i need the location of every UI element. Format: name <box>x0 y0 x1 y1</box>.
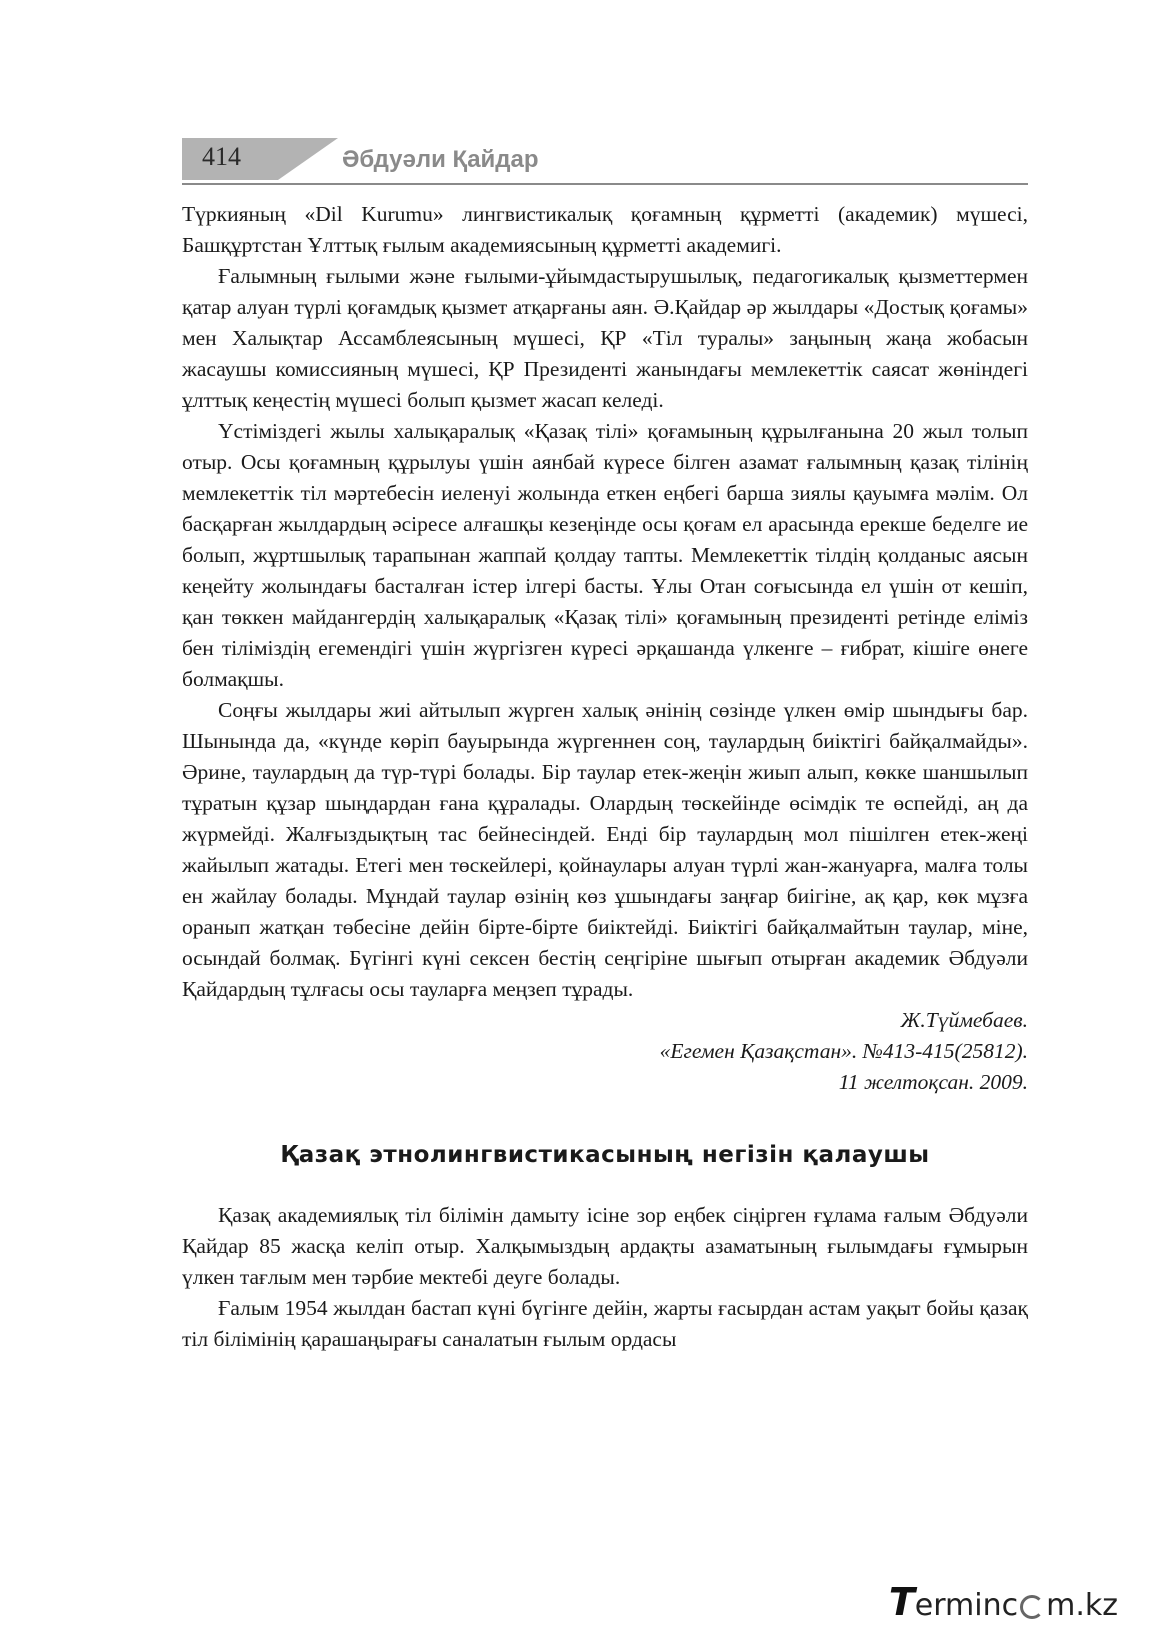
attribution <box>182 1005 1028 1098</box>
page-header <box>182 138 1028 190</box>
watermark-logo-letter: T <box>888 1580 915 1624</box>
paragraph: Түркияның «Dil Kurumu» лингвистикалық қоғамның құрметті (академик) мүшесі, Башқұртстан Ұлттық ғылым академиясының құрметті академигі. <box>182 202 1028 257</box>
page-number-tab-arrow <box>278 138 338 180</box>
watermark-logo-text: erminc <box>914 1588 1019 1623</box>
page-body <box>182 199 1028 1355</box>
page-number: 414 <box>202 142 241 171</box>
watermark-logo <box>889 1580 1118 1624</box>
attribution-author: Ж.Түймебаев. <box>900 1008 1028 1032</box>
section-heading: Қазақ этнолингвистикасының негізін қалаушы <box>280 1142 930 1168</box>
paragraph: Қазақ академиялық тіл білімін дамыту ісіне зор еңбек сіңірген ғұлама ғалым Әбдуәли Қайдар 85 жасқа келіп отыр. Халқымыздың ардақты азаматының ғылымдағы ғұмырын үлкен тағлым мен тәрбие мектебі деуге болады. <box>182 1203 1028 1289</box>
header-rule <box>182 183 1028 185</box>
attribution-source: «Егемен Қазақстан». №413-415(25812). <box>659 1039 1028 1063</box>
paragraph: Ғалымның ғылыми және ғылыми-ұйымдастырушылық, педагогикалық қызметтермен қатар алуан түрлі қоғамдық қызмет атқарғаны аян. Ә.Қайдар әр жылдары «Достық қоғамы» мен Халықтар Ассамблеясының мүшесі, ҚР «Тіл туралы» заңының жаңа жобасын жасаушы комиссияның мүшесі, ҚР Президенті жанындағы мемлекеттік саясат жөніндегі ұлттық кеңестің мүшесі болып қызмет жасап келеді. <box>182 264 1028 412</box>
watermark-logo-domain: m.kz <box>1046 1588 1118 1623</box>
paragraph: Соңғы жылдары жиі айтылып жүрген халық әнінің сөзінде үлкен өмір шындығы бар. Шынында да, «күнде көріп бауырында жүргеннен соң, таулардың биіктігі байқалмайды». Әрине, таулардың да түр-түрі болады. Бір таулар етек-жеңін жиып алып, көкке шаншылып тұратын құзар шыңдардан ғана құралады. Олардың төскейінде өсімдік те өспейді, аң да жүрмейді. Жалғыздықтың тас бейнесіндей. Енді бір таулардың мол пішілген етек-жеңі жайылып жатады. Етегі мен төскейлері, қойнаулары алуан түрлі жан-жануарға, малға толы ен жайлау болады. Мұндай таулар өзінің көз ұшындағы заңғар биігіне, ақ қар, көк мұзға оранып жатқан төбесіне дейін бірте-бірте биіктейді. Биіктігі байқалмайтын таулар, міне, осындай болмақ. Бүгінгі күні сексен бестің сеңгіріне шығып отырған академик Әбдуәли Қайдардың тұлғасы осы тауларға меңзеп тұрады. <box>182 698 1028 1001</box>
paragraph: Үстіміздегі жылы халықаралық «Қазақ тілі» қоғамының құрылғанына 20 жыл толып отыр. Осы қоғамның құрылуы үшін аянбай күресе білген азамат ғалымның қазақ тілінің мемлекеттік тіл мәртебесін иеленуі жолында еткен еңбегі барша зиялы қауымға мәлім. Ол басқарған жылдардың әсіресе алғашқы кезеңінде осы қоғам ел арасында ерекше беделге ие болып, жұртшылық тарапынан жаппай қолдау тапты. Мемлекеттік тілдің қолданыс аясын кеңейту жолындағы басталған істер ілгері басты. Ұлы Отан соғысында ел үшін от кешіп, қан төккен майдангердің халықаралық «Қазақ тілі» қоғамының президенті ретінде еліміз бен тіліміздің егемендігі үшін жүргізген күресі әрқашанда үлкенге – ғибрат, кішіге өнеге болмақшы. <box>182 419 1028 691</box>
attribution-date: 11 желтоқсан. 2009. <box>838 1070 1028 1094</box>
running-title: Әбдуәли Қайдар <box>342 146 539 173</box>
watermark-logo-o-icon <box>1020 1595 1044 1619</box>
paragraph: Ғалым 1954 жылдан бастап күні бүгінге дейін, жарты ғасырдан астам уақыт бойы қазақ тіл білімінің қарашаңырағы саналатын ғылым ордасы <box>182 1296 1028 1351</box>
